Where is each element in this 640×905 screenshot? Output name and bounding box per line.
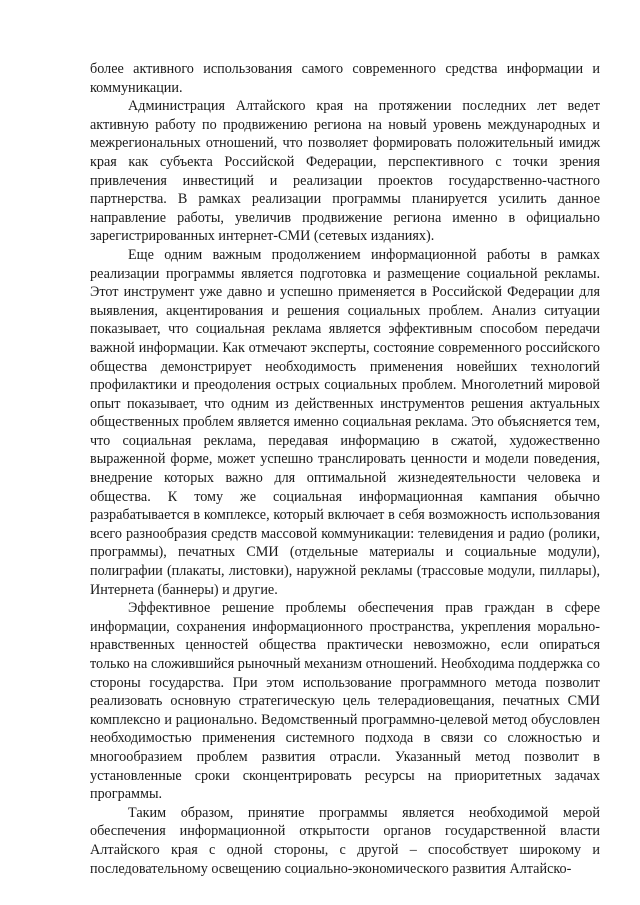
paragraph-1: более активного использования самого современного средства информации и коммуникации.	[90, 61, 600, 96]
document-page	[90, 60, 600, 878]
paragraph-3: Еще одним важным продолжением информационной работы в рамках реализации программы является подготовка и размещение социальной рекламы. Этот инструмент уже давно и успешно применяется в Российской Федерации для выявления, акцентирования и решения социальных проблем. Анализ ситуации показывает, что социальная реклама является эффективным способом передачи важной информации. Как отмечают эксперты, состояние современного российского общества демонстрирует необходимость применения новейших технологий профилактики и преодоления острых социальных проблем. Многолетний мировой опыт показывает, что одним из действенных инструментов решения актуальных общественных проблем является именно социальная реклама. Это объясняется тем, что социальная реклама, передавая информацию в сжатой, художественно выраженной форме, может успешно транслировать ценности и модели поведения, внедрение которых важно для оптимальной жизнедеятельности человека и общества. К тому же социальная информационная кампания обычно разрабатывается в комплексе, который включает в себя возможность использования всего разнообразия средств массовой коммуникации: телевидения и радио (ролики, программы), печатных СМИ (отдельные материалы и социальные модули), полиграфии (плакаты, листовки), наружной рекламы (трассовые модули, пиллары), Интернета (баннеры) и другие.	[90, 246, 600, 598]
paragraph-5: Таким образом, принятие программы является необходимой мерой обеспечения информационной открытости органов государственной власти Алтайского края с одной стороны, с другой – способствует широкому и последовательному освещению социально-экономического развития Алтайско-	[90, 804, 600, 877]
paragraph-2: Администрация Алтайского края на протяжении последних лет ведет активную работу по продвижению региона на новый уровень международных и межрегиональных отношений, что позволяет формировать положительный имидж края как субъекта Российской Федерации, перспективного с точки зрения привлечения инвестиций и реализации проектов государственно-частного партнерства. В рамках реализации программы планируется усилить данное направление работы, увеличив продвижение региона именно в официально зарегистрированных интернет-СМИ (сетевых изданиях).	[90, 98, 600, 245]
paragraph-4: Эффективное решение проблемы обеспечения прав граждан в сфере информации, сохранения информационного пространства, укрепления морально-нравственных ценностей общества практически невозможно, если опираться только на сложившийся рыночный механизм отношений. Необходима поддержка со стороны государства. При этом использование программного метода позволит реализовать основную стратегическую цель телерадиовещания, печатных СМИ комплексно и рационально. Ведомственный программно-целевой метод обусловлен необходимостью применения системного подхода в связи со сложностью и многообразием проблем развития отрасли. Указанный метод позволит в установленные сроки сконцентрировать ресурсы на приоритетных задачах программы.	[90, 600, 600, 803]
